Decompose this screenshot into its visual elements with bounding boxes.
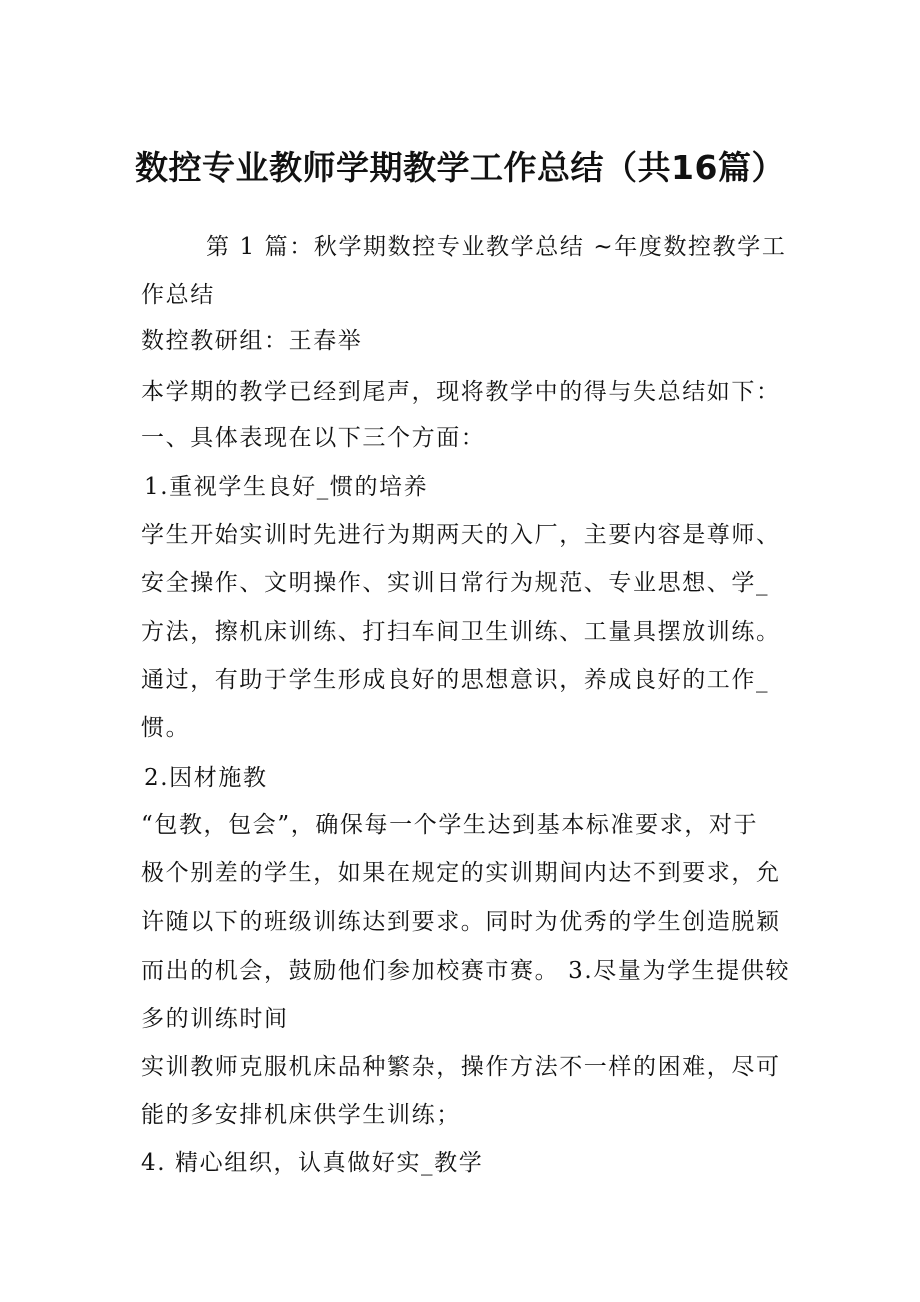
author-line: 数控教研组：王春举 [141,328,363,354]
paragraph-line: 方法，擦机床训练、打扫车间卫生训练、工量具摆放训练。 [141,619,781,645]
paragraph-line: 能的多安排机床供学生训练； [141,1102,461,1128]
paragraph-line: 第 1 篇：秋学期数控专业教学总结 ~年度数控教学工 [206,234,787,260]
subheading-1: 1.重视学生良好_惯的培养 [144,474,429,500]
subheading-2: 2.因材施教 [144,765,268,791]
document-title: 数控专业教师学期教学工作总结（共16篇） [135,148,785,187]
paragraph-line: 通过，有助于学生形成良好的思想意识，养成良好的工作_ [141,667,770,693]
paragraph-line: 安全操作、文明操作、实训日常行为规范、专业思想、学_ [141,570,770,596]
paragraph-line: 惯。 [141,715,191,741]
subheading-4: 4. 精心组织，认真做好实_教学 [141,1150,484,1176]
paragraph-line: 极个别差的学生，如果在规定的实训期间内达不到要求，允 [141,860,781,886]
paragraph-line: 实训教师克服机床品种繁杂，操作方法不一样的困难，尽可 [141,1054,781,1080]
paragraph-line: 本学期的教学已经到尾声，现将教学中的得与失总结如下： [141,379,781,405]
paragraph-line: 多的训练时间 [141,1006,289,1032]
paragraph-line: 许随以下的班级训练达到要求。同时为优秀的学生创造脱颖 [141,909,781,935]
paragraph-line: 作总结 [141,282,215,308]
paragraph-line: 而出的机会，鼓励他们参加校赛市赛。 3.尽量为学生提供较 [141,958,791,984]
section-heading: 一、具体表现在以下三个方面： [141,425,486,451]
paragraph-line: “包教，包会”，确保每一个学生达到基本标准要求，对于 [141,812,759,838]
paragraph-line: 学生开始实训时先进行为期两天的入厂，主要内容是尊师、 [141,522,781,548]
